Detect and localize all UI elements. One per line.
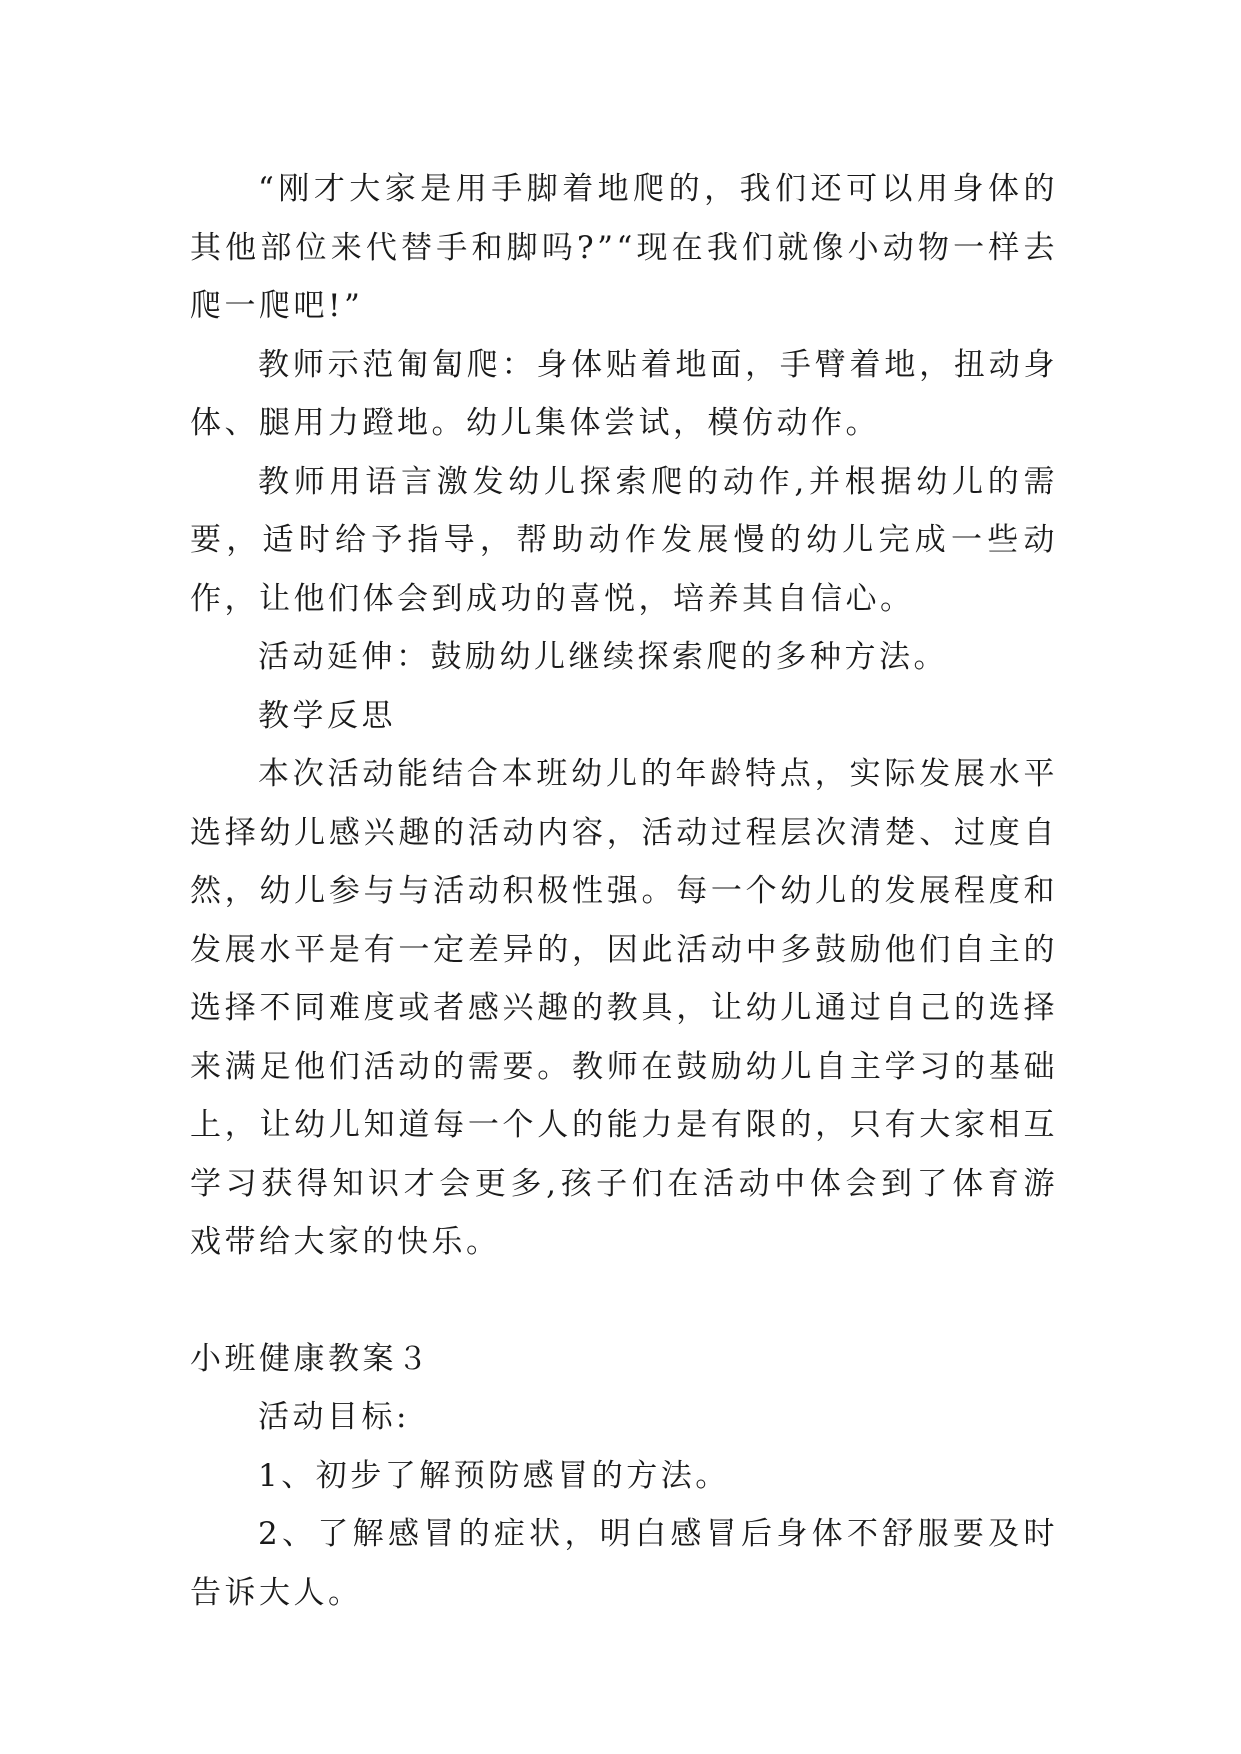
- paragraph-goal-2: 2、了解感冒的症状，明白感冒后身体不舒服要及时告诉大人。: [190, 1516, 1058, 1611]
- section-title: 小班健康教案３: [190, 1340, 432, 1377]
- paragraph-goal-1: 1、初步了解预防感冒的方法。: [258, 1457, 730, 1494]
- paragraph-crawling-question: “刚才大家是用手脚着地爬的，我们还可以用身体的其他部位来代替手和脚吗?”“现在我们就像小动物一样去爬一爬吧!”: [190, 171, 1058, 324]
- paragraph-teacher-demo: 教师示范匍匐爬：身体贴着地面，手臂着地，扭动身体、腿用力蹬地。幼儿集体尝试，模仿动作。: [190, 346, 1058, 441]
- paragraph-reflection-heading: 教学反思: [258, 697, 396, 734]
- paragraph-activity-goals: 活动目标:: [258, 1399, 410, 1435]
- section-spacer: [190, 1272, 1058, 1330]
- paragraph-activity-extension: 活动延伸：鼓励幼儿继续探索爬的多种方法。: [258, 639, 948, 675]
- paragraph-reflection-body: 本次活动能结合本班幼儿的年龄特点，实际发展水平选择幼儿感兴趣的活动内容，活动过程层次清楚、过度自然，幼儿参与与活动积极性强。每一个幼儿的发展程度和发展水平是有一定差异的，因此活动中多鼓励他们自主的选择不同难度或者感兴趣的教具，让幼儿通过自己的选择来满足他们活动的需要。教师在鼓励幼儿自主学习的基础上，让幼儿知道每一个人的能力是有限的，只有大家相互学习获得知识才会更多,孩子们在活动中体会到了体育游戏带给大家的快乐。: [190, 756, 1058, 1260]
- document-body: [190, 160, 1058, 1622]
- paragraph-teacher-guidance: 教师用语言激发幼儿探索爬的动作,并根据幼儿的需要，适时给予指导，帮助动作发展慢的幼儿完成一些动作，让他们体会到成功的喜悦，培养其自信心。: [190, 463, 1058, 617]
